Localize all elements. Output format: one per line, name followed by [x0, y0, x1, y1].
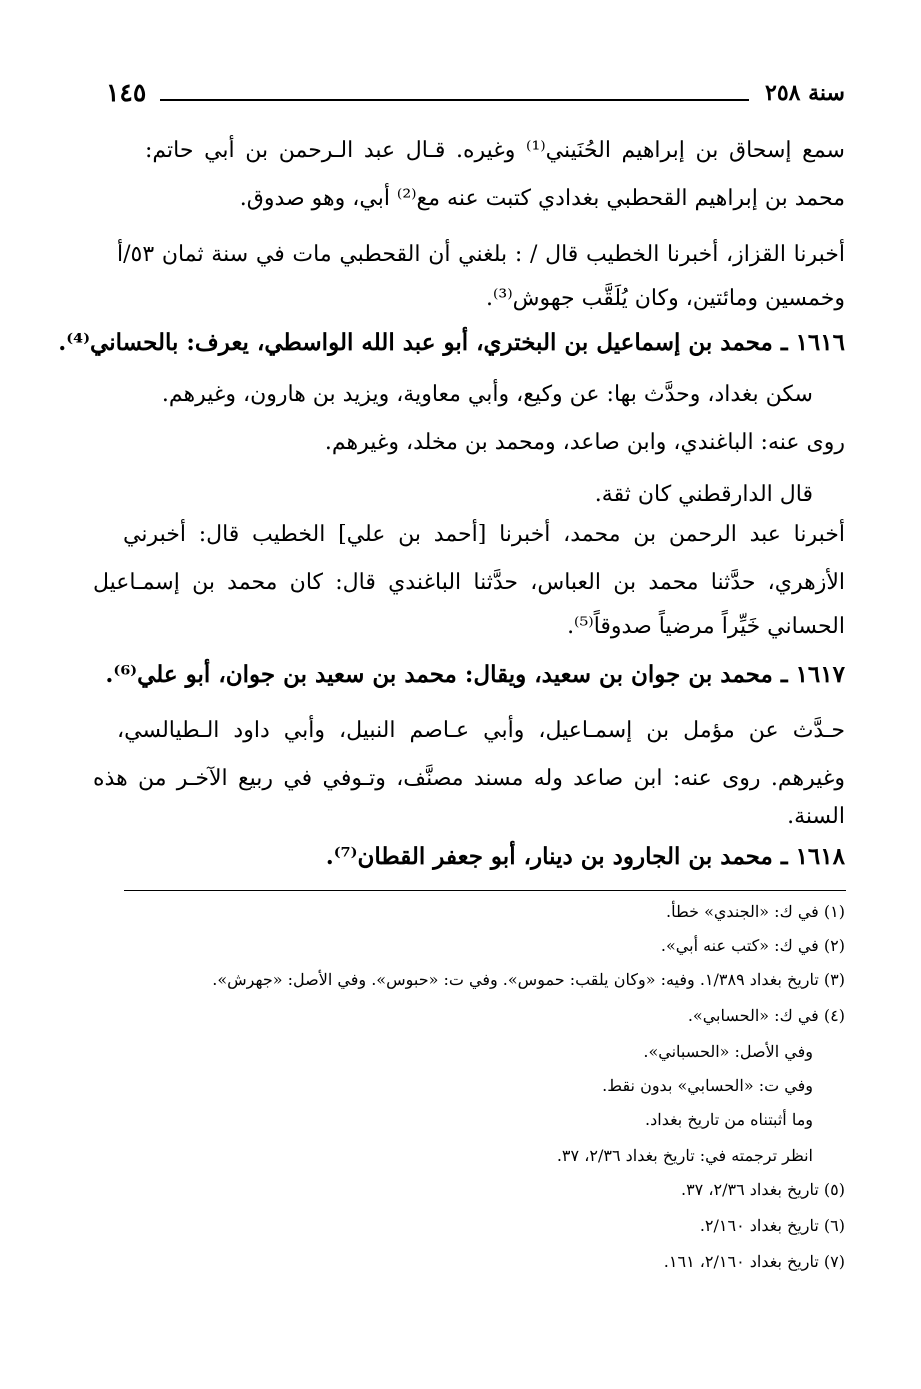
footnote: (٣) تاريخ بغداد ١/٣٨٩. وفيه: «وكان يلقب: حموس». وفي ت: «حبوس». وفي الأصل: «جهرش». [212, 970, 845, 989]
body-line: وغيرهم. روى عنه: ابن صاعد وله مسند مصنَّف، وتـوفي في ربيع الآخـر من هذه [93, 766, 845, 791]
body-line: أخبرنا عبد الرحمن بن محمد، أخبرنا [أحمد بن علي] الخطيب قال: أخبرني [123, 522, 845, 547]
footnote: (٤) في ك: «الحسابي». [687, 1006, 845, 1025]
page-number: ١٤٥ [106, 78, 147, 107]
running-header-year: سنة ٢٥٨ [765, 80, 845, 106]
footnote-continuation: وما أثبتناه من تاريخ بغداد. [645, 1110, 813, 1129]
footnote: (٢) في ك: «كتب عنه أبي». [660, 936, 845, 955]
body-line: سمع إسحاق بن إبراهيم الحُنَيني⁽¹⁾ وغيره. قـال عبد الـرحمن بن أبي حاتم: [145, 138, 845, 163]
footnote-continuation: وفي الأصل: «الحسباني». [643, 1042, 813, 1061]
body-line: روى عنه: الباغندي، وابن صاعد، ومحمد بن مخلد، وغيرهم. [324, 430, 845, 455]
header-rule [160, 99, 749, 101]
entry-heading-1617: ١٦١٧ ـ محمد بن جوان بن سعيد، ويقال: محمد بن سعيد بن جوان، أبو علي⁽⁶⁾. [105, 661, 845, 688]
footnote-continuation: وفي ت: «الحسابي» بدون نقط. [602, 1076, 813, 1095]
body-line: قال الدارقطني كان ثقة. [594, 482, 813, 507]
page-header [96, 80, 845, 110]
body-line: سكن بغداد، وحدَّث بها: عن وكيع، وأبي معاوية، ويزيد بن هارون، وغيرهم. [161, 382, 813, 407]
body-line: الأزهري، حدَّثنا محمد بن العباس، حدَّثنا الباغندي قال: كان محمد بن إسمـاعيل [93, 570, 845, 595]
footnote: (٥) تاريخ بغداد ٢/٣٦، ٣٧. [680, 1180, 845, 1199]
body-line: الحساني خَيِّراً مرضياً صدوقاً⁽⁵⁾. [567, 614, 845, 639]
body-line: أخبرنا القزاز، أخبرنا الخطيب قال / : بلغني أن القحطبي مات في سنة ثمان ٥٣/أ [117, 242, 845, 267]
entry-heading-1618: ١٦١٨ ـ محمد بن الجارود بن دينار، أبو جعفر القطان⁽⁷⁾. [325, 843, 845, 870]
body-line: حـدَّث عن مؤمل بن إسمـاعيل، وأبي عـاصم النبيل، وأبي داود الـطيالسي، [117, 718, 845, 743]
footnote: (٧) تاريخ بغداد ٢/١٦٠، ١٦١. [663, 1252, 845, 1271]
body-line: محمد بن إبراهيم القحطبي بغدادي كتبت عنه مع⁽²⁾ أبي، وهو صدوق. [239, 186, 845, 211]
footnote-continuation: انظر ترجمته في: تاريخ بغداد ٢/٣٦، ٣٧. [556, 1146, 813, 1165]
entry-heading-1616: ١٦١٦ ـ محمد بن إسماعيل بن البختري، أبو عبد الله الواسطي، يعرف: بالحساني⁽⁴⁾. [58, 329, 845, 356]
footnote-separator [124, 890, 846, 891]
body-line: السنة. [787, 804, 845, 829]
footnote: (٦) تاريخ بغداد ٢/١٦٠. [699, 1216, 845, 1235]
body-line: وخمسين ومائتين، وكان يُلَقَّب جهوش⁽³⁾. [486, 286, 845, 311]
footnote: (١) في ك: «الجندي» خطأ. [666, 902, 845, 921]
